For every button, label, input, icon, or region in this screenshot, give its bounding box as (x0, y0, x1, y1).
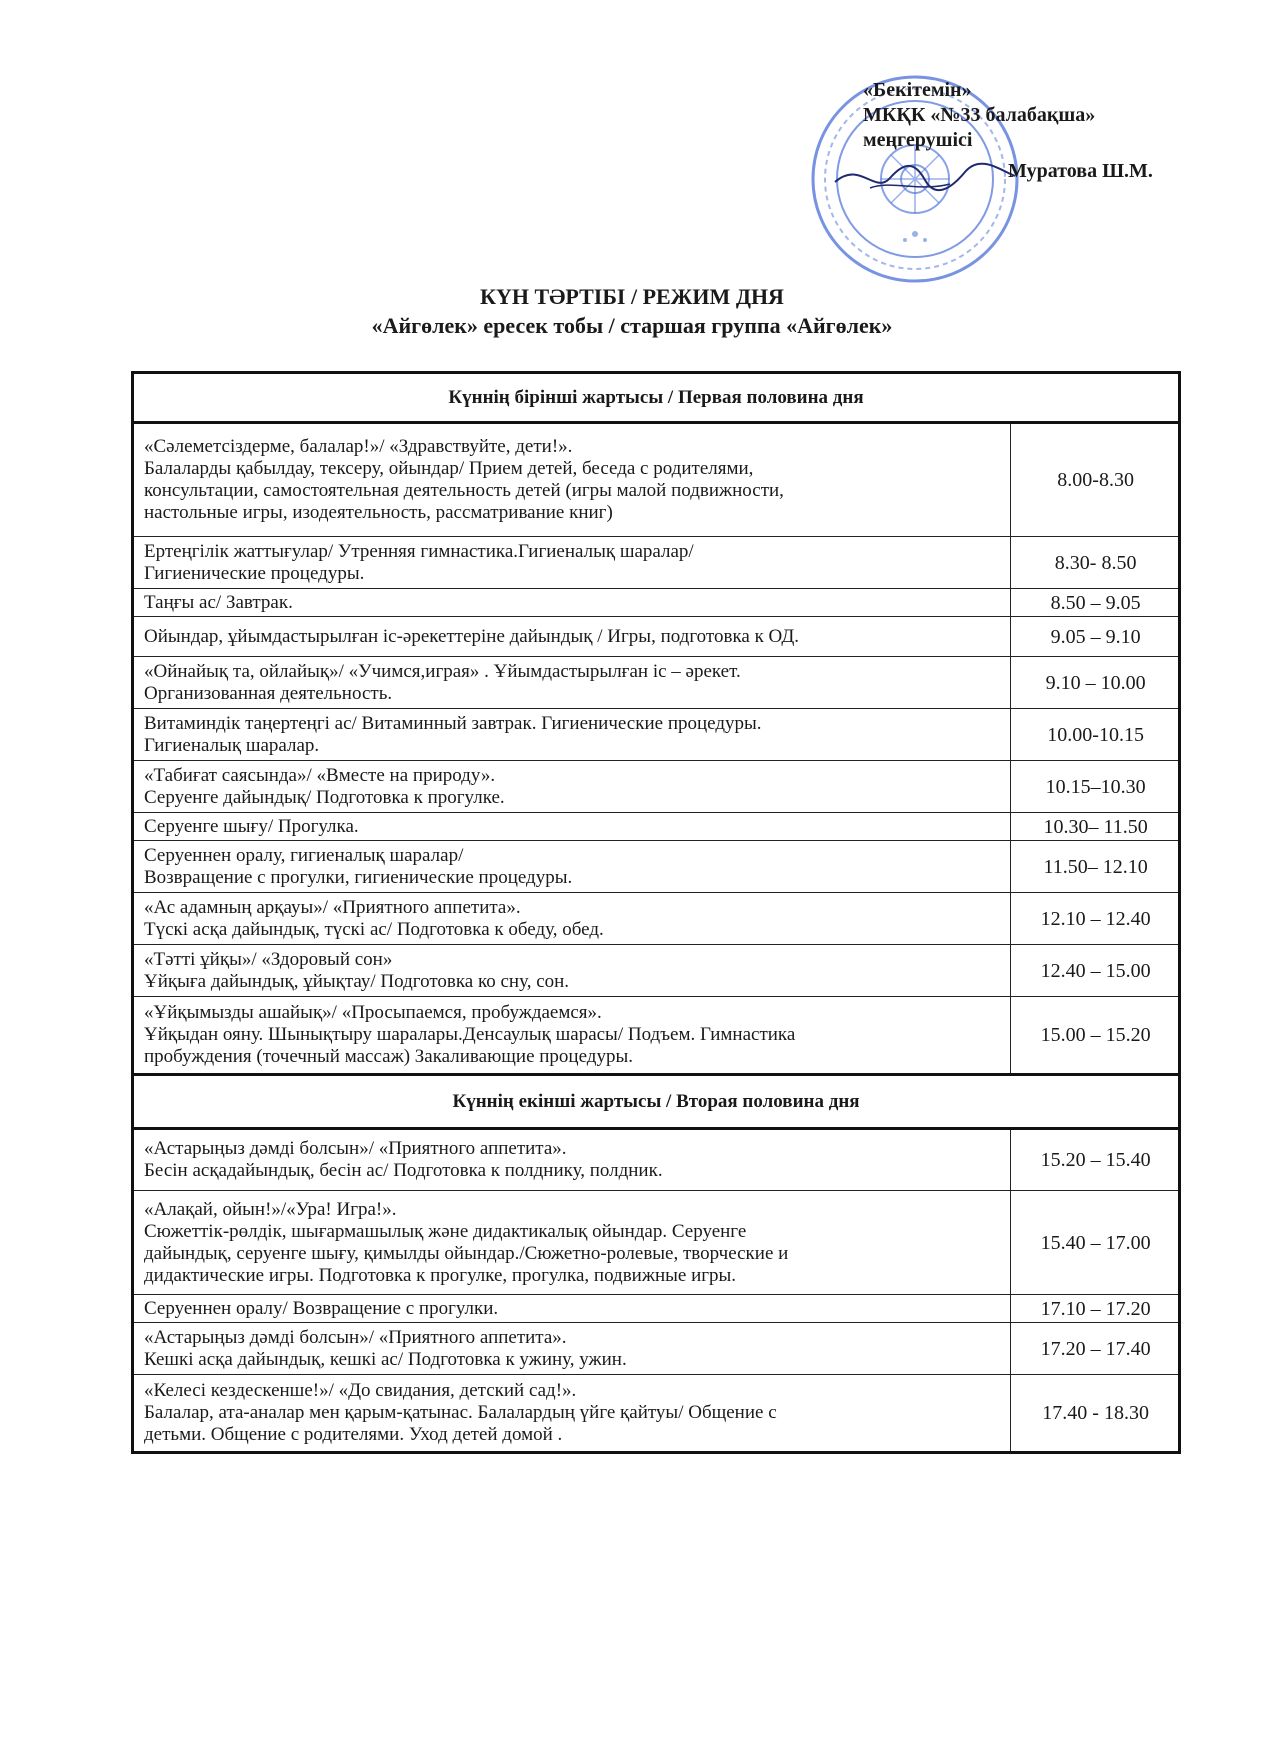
activity-line: Таңғы ас/ Завтрак. (144, 591, 293, 613)
time-cell: 12.40 – 15.00 (1011, 945, 1180, 997)
activity-line: Витаминдік таңертеңгі ас/ Витаминный завтрак. Гигиенические процедуры. (144, 712, 762, 734)
schedule-row (133, 657, 1180, 709)
activity-line: «Табиғат саясында»/ «Вместе на природу». (144, 764, 496, 786)
activity-line: Ұйқыға дайындық, ұйықтау/ Подготовка ко сну, сон. (144, 970, 570, 992)
activity-line: Серуенге дайындық/ Подготовка к прогулке. (144, 786, 505, 808)
activity-cell (133, 813, 1011, 841)
time-cell: 8.30- 8.50 (1011, 537, 1180, 589)
activity-line: «Тәтті ұйқы»/ «Здоровый сон» (144, 948, 393, 970)
activity-line: Балалар, ата-аналар мен қарым-қатынас. Балалардың үйге қайтуы/ Общение с (144, 1402, 777, 1423)
section-header: Күннің бірінші жартысы / Первая половина дня (133, 373, 1180, 423)
time-cell: 8.50 – 9.05 (1011, 589, 1180, 617)
time-cell: 17.40 - 18.30 (1011, 1375, 1180, 1453)
activity-line: Сюжеттік-рөлдік, шығармашылық және дидактикалық ойындар. Серуенге (144, 1220, 747, 1242)
time-cell: 15.00 – 15.20 (1011, 997, 1180, 1075)
activity-line: «Келесі кездескенше!»/ «До свидания, детский сад!». (144, 1380, 577, 1401)
section-header: Күннің екінші жартысы / Вторая половина дня (133, 1075, 1180, 1129)
activity-cell (133, 1323, 1011, 1375)
schedule-row (133, 893, 1180, 945)
time-cell: 15.20 – 15.40 (1011, 1129, 1180, 1191)
time-cell: 8.00-8.30 (1011, 423, 1180, 537)
activity-line: Гигиенические процедуры. (144, 562, 365, 584)
schedule-row (133, 423, 1180, 537)
activity-line: Түскі асқа дайындық, түскі ас/ Подготовка к обеду, обед. (144, 918, 604, 940)
activity-line: консультации, самостоятельная деятельность детей (игры малой подвижности, (144, 480, 784, 501)
activity-cell (133, 997, 1011, 1075)
schedule-row (133, 617, 1180, 657)
time-cell: 10.00-10.15 (1011, 709, 1180, 761)
activity-line: настольные игры, изодеятельность, рассматривание книг) (144, 502, 613, 523)
schedule-row (133, 945, 1180, 997)
schedule-row (133, 537, 1180, 589)
activity-line: Организованная деятельность. (144, 682, 393, 704)
activity-line: Гигиеналық шаралар. (144, 734, 320, 756)
schedule-row (133, 589, 1180, 617)
title-line-1: КҮН ТӘРТІБІ / РЕЖИМ ДНЯ (480, 284, 784, 309)
activity-cell (133, 761, 1011, 813)
activity-line: детьми. Общение с родителями. Уход детей домой . (144, 1424, 563, 1445)
activity-line: дайындық, серуенге шығу, қимылды ойындар./Сюжетно-ролевые, творческие и (144, 1242, 789, 1264)
activity-line: Бесін асқадайындық, бесін ас/ Подготовка к полднику, полдник. (144, 1160, 663, 1181)
activity-line: Серуеннен оралу/ Возвращение с прогулки. (144, 1297, 499, 1319)
schedule-table (131, 371, 1181, 1454)
schedule-row (133, 813, 1180, 841)
activity-line: Ұйқыдан ояну. Шынықтыру шаралары.Денсаулық шарасы/ Подъем. Гимнастика (144, 1024, 796, 1045)
time-cell: 9.05 – 9.10 (1011, 617, 1180, 657)
activity-line: «Ас адамның арқауы»/ «Приятного аппетита». (144, 896, 521, 918)
activity-cell (133, 893, 1011, 945)
activity-line: Ертеңгілік жаттығулар/ Утренняя гимнастика.Гигиеналық шаралар/ (144, 540, 694, 562)
activity-line: «Астарыңыз дәмді болсын»/ «Приятного аппетита». (144, 1138, 567, 1159)
activity-cell (133, 1129, 1011, 1191)
activity-line: «Ойнайық та, ойлайық»/ «Учимся,играя» . Ұйымдастырылған іс – әрекет. (144, 660, 741, 682)
schedule-body (133, 373, 1180, 1453)
activity-cell (133, 657, 1011, 709)
activity-line: пробуждения (точечный массаж) Закаливающие процедуры. (144, 1046, 633, 1067)
activity-line: «Ұйқымызды ашайық»/ «Просыпаемся, пробуждаемся». (144, 1002, 602, 1023)
activity-line: Ойындар, ұйымдастырылған іс-әрекеттеріне дайындық / Игры, подготовка к ОД. (144, 625, 800, 647)
section-header-row (133, 1075, 1180, 1129)
activity-cell (133, 537, 1011, 589)
schedule-row (133, 1129, 1180, 1191)
activity-cell (133, 1191, 1011, 1295)
section-header-row (133, 373, 1180, 423)
activity-line: Кешкі асқа дайындық, кешкі ас/ Подготовка к ужину, ужин. (144, 1348, 627, 1370)
schedule-row (133, 709, 1180, 761)
activity-cell (133, 1295, 1011, 1323)
activity-line: «Алақай, ойын!»/«Ура! Игра!». (144, 1198, 397, 1220)
activity-line: «Астарыңыз дәмді болсын»/ «Приятного аппетита». (144, 1326, 567, 1348)
activity-line: «Сәлеметсіздерме, балалар!»/ «Здравствуйте, дети!». (144, 436, 573, 457)
activity-cell (133, 1375, 1011, 1453)
time-cell: 9.10 – 10.00 (1011, 657, 1180, 709)
title-line-2: «Айгөлек» ересек тобы / старшая группа «Айгөлек» (371, 313, 893, 338)
activity-cell (133, 709, 1011, 761)
time-cell: 10.30– 11.50 (1011, 813, 1180, 841)
activity-cell (133, 841, 1011, 893)
time-cell: 11.50– 12.10 (1011, 841, 1180, 893)
approval-line-1: «Бекітемін» (863, 79, 972, 101)
time-cell: 10.15–10.30 (1011, 761, 1180, 813)
activity-cell (133, 423, 1011, 537)
time-cell: 12.10 – 12.40 (1011, 893, 1180, 945)
activity-line: Балаларды қабылдау, тексеру, ойындар/ Прием детей, беседа с родителями, (144, 458, 754, 479)
schedule-row (133, 1191, 1180, 1295)
schedule-row (133, 1323, 1180, 1375)
approval-block (863, 78, 1243, 184)
activity-line: Серуенге шығу/ Прогулка. (144, 815, 359, 837)
schedule-row (133, 841, 1180, 893)
activity-cell (133, 617, 1011, 657)
approver-name: Муратова Ш.М. (1008, 160, 1153, 182)
schedule-row (133, 997, 1180, 1075)
time-cell: 17.20 – 17.40 (1011, 1323, 1180, 1375)
activity-line: дидактические игры. Подготовка к прогулке, прогулка, подвижные игры. (144, 1264, 737, 1286)
time-cell: 15.40 – 17.00 (1011, 1191, 1180, 1295)
schedule-row (133, 1295, 1180, 1323)
activity-cell (133, 945, 1011, 997)
time-cell: 17.10 – 17.20 (1011, 1295, 1180, 1323)
activity-line: Серуеннен оралу, гигиеналық шаралар/ (144, 844, 464, 866)
schedule-row (133, 761, 1180, 813)
schedule-row (133, 1375, 1180, 1453)
approval-line-2: МКҚК «№33 балабақша» (863, 104, 1096, 126)
activity-cell (133, 589, 1011, 617)
activity-line: Возвращение с прогулки, гигиенические процедуры. (144, 866, 573, 888)
approval-line-3: меңгерушісі (863, 129, 973, 151)
page-title (0, 282, 1264, 340)
